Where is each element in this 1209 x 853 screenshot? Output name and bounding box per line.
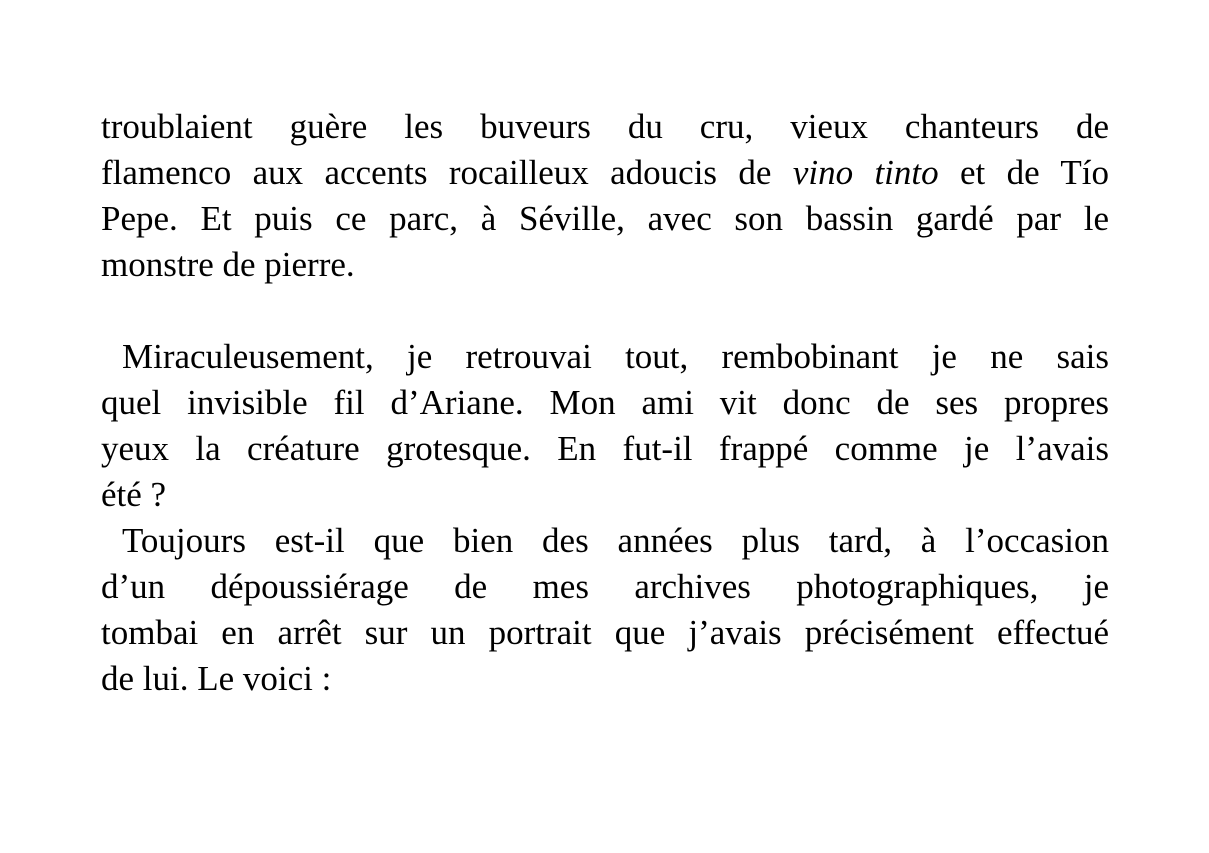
text-line: quel invisible fil d’Ariane. Mon ami vit donc de ses propres <box>101 383 1109 422</box>
text-line: tombai en arrêt sur un portrait que j’avais précisément effectué <box>101 613 1109 652</box>
text-line: d’un dépoussiérage de mes archives photographiques, je <box>101 567 1109 606</box>
paragraph-2 <box>101 334 1109 518</box>
text-line: Toujours est-il que bien des années plus tard, à l’occasion <box>122 521 1109 560</box>
paragraph-3 <box>101 518 1109 702</box>
text-run: et de Tío <box>938 153 1110 192</box>
text-line: Pepe. Et puis ce parc, à Séville, avec son bassin gardé par le <box>101 199 1109 238</box>
text-line: de lui. Le voici : <box>101 659 332 698</box>
text-line: troublaient guère les buveurs du cru, vieux chanteurs de <box>101 107 1109 146</box>
text-line: été ? <box>101 475 167 514</box>
text-line: Miraculeusement, je retrouvai tout, rembobinant je ne sais <box>122 337 1109 376</box>
text-run: flamenco aux accents rocailleux adoucis de <box>101 153 793 192</box>
text-line: yeux la créature grotesque. En fut-il frappé comme je l’avais <box>101 429 1109 468</box>
paragraph-1 <box>101 104 1109 288</box>
body-text <box>101 104 1109 702</box>
text-line <box>101 150 1109 196</box>
text-line: monstre de pierre. <box>101 245 355 284</box>
italic-term: vino tinto <box>792 153 939 192</box>
paragraph-spacer <box>101 288 1109 334</box>
